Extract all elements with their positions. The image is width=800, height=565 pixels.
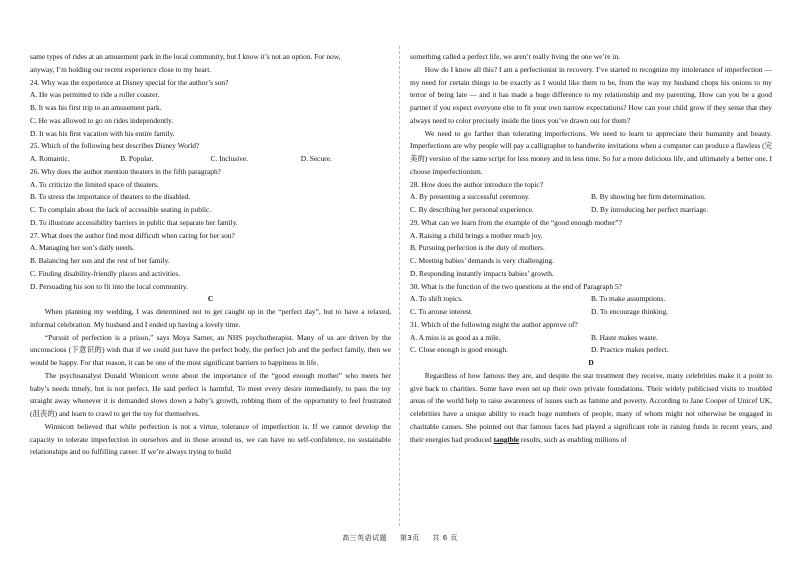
right-column — [410, 51, 772, 446]
answer-option: B. To stress the importance of theaters to the disabled. — [30, 192, 191, 202]
answer-option: A. A miss is as good as a mile. — [410, 332, 501, 342]
answer-option: A. To shift topics. — [410, 294, 463, 304]
question-25 — [30, 140, 391, 166]
answer-option: B. It was his first trip to an amusement park. — [30, 103, 162, 112]
passage-paragraph: “Pursuit of perfection is a prison,” says Moya Sarner, an NHS psychotherapist. Many of us are driven by the unconscious (下意识的) wish that if we could just have the perfect body, the perfect job and the perfect family, then we would be happy. For that reason, it can be one of the most significant barriers to happiness in life. — [30, 332, 391, 367]
intro-line: same types of rides at an amusement park in the local community, but I know it’s not an option. For now, — [30, 52, 341, 61]
answer-option: D. By introducing her perfect marriage. — [591, 205, 709, 214]
question-stem: 27. What does the author find most difficult when caring for her son? — [30, 230, 235, 240]
option-row — [410, 191, 772, 204]
answer-option: D. Persuading his son to fit into the local community. — [30, 281, 188, 291]
option-row — [410, 204, 772, 217]
passage-paragraph: We need to go farther than tolerating imperfections. We need to learn to appreciate their humanity and beauty. Imperfections are why people will pay a calligrapher to handwrite invitations when a computer can produce a flawless (完美的) version of the same script for less money and in less time. So for a more delicious life, and ultimately a better one, I choose imperfectionism. — [410, 128, 772, 176]
footer-title: 高三英语试题 — [342, 534, 388, 542]
question-stem: 31. Which of the following might the author approve of? — [410, 319, 578, 329]
question-24 — [30, 77, 391, 141]
section-heading-d: D — [588, 358, 594, 367]
answer-option: A. To criticize the limited space of theaters. — [30, 179, 159, 189]
answer-option: B. Pursuing perfection is the duty of mothers. — [410, 243, 545, 253]
column-divider — [399, 46, 400, 526]
passage-text: results, such as enabling millions of — [519, 434, 627, 444]
answer-option: D. Responding instantly impacts babies’ growth. — [410, 268, 554, 278]
answer-option: C. To complain about the lack of accessible seating in public. — [30, 205, 212, 214]
answer-option: D. To illustrate accessibility barriers in public that separate her family. — [30, 217, 238, 227]
option-row — [410, 344, 772, 357]
answer-option: C. Inclusive. — [210, 154, 249, 163]
answer-option: C. Close enough is good enough. — [410, 345, 508, 355]
answer-option: A. Raising a child brings a mother much joy. — [410, 230, 543, 240]
question-stem: 26. Why does the author mention theaters in the fifth paragraph? — [30, 166, 221, 176]
answer-option: C. He was allowed to go on rides independently. — [30, 115, 174, 125]
passage-paragraph: How do I know all this? I am a perfectionist in recovery. I’ve started to recognize my intolerance of imperfection — my need for certain things to be exactly as I would like them to be, from the way my husband chops his onions to my terror of being late — and it has made a huge difference to my relationship and my parenting. How can you be a good partner if you expect everyone else to fit your own narrow expectations? How can your child grow if they sense that they always need to color precisely inside the lines you’ve drawn out for them? — [410, 64, 772, 125]
section-heading-c: C — [207, 294, 214, 304]
page-footer — [0, 533, 800, 543]
question-28 — [410, 179, 772, 217]
passage-continuation: something called a perfect life, we aren’t really living the one we’re in. — [410, 52, 620, 61]
option-row — [410, 332, 772, 345]
answer-option: A. He was permitted to ride a roller coaster. — [30, 90, 160, 100]
answer-option: D. To encourage thinking. — [591, 307, 669, 316]
answer-option: D. Secure. — [300, 154, 332, 163]
answer-option: C. Meeting babies’ demands is very challenging. — [410, 256, 554, 265]
option-row — [30, 153, 391, 166]
answer-option: A. By presenting a successful ceremony. — [410, 192, 530, 202]
option-row — [410, 306, 772, 319]
answer-option: B. Popular. — [120, 154, 154, 163]
answer-option: D. It was his first vacation with his entire family. — [30, 128, 175, 138]
footer-page-number: 第3页 — [399, 534, 420, 542]
answer-option: B. By showing her firm determination. — [591, 192, 706, 202]
question-29 — [410, 217, 772, 281]
question-stem: 30. What is the function of the two questions at the end of Paragraph 5? — [410, 281, 622, 291]
answer-option: C. To arouse interest. — [410, 307, 473, 316]
passage-paragraph: Winnicott believed that while perfection is not a virtue, tolerance of imperfection is. If we cannot develop the capacity to tolerate imperfection in ourselves and in those around us, we can have no self-confidence, no sustainable relationships and no fulfilling career. If we’re always trying to build — [30, 421, 391, 457]
question-27 — [30, 230, 391, 294]
footer-total-pages: 共 6 页 — [432, 534, 458, 542]
passage-paragraph — [410, 370, 772, 447]
question-stem: 29. What can we learn from the example of the “good enough mother”? — [410, 217, 622, 227]
intro-line: anyway, I’m holding our recent experience close to my heart. — [30, 64, 212, 74]
underlined-keyword: tangible — [493, 434, 520, 444]
question-stem: 24. Why was the experience at Disney special for the author’s son? — [30, 77, 229, 87]
answer-option: B. Balancing her son and the rest of her family. — [30, 256, 170, 265]
answer-option: A. Managing her son’s daily needs. — [30, 243, 135, 253]
passage-text: Regardless of how famous they are, and despite the star treatment they receive, many celebrities make it a point to give back to charities. Some have even set up their own private foundations. Their widely publicised visits to troubled areas of the world help to raise awareness of issues such as famine and poverty. According to Jane Cooper of Unicef UK, celebrities have a unique ability to reach huge numbers of people, many of whom might not otherwise be engaged in charitable causes. She pointed out that famous faces had played a significant role in raising funds in recent years, and their energies had produced — [410, 370, 772, 444]
answer-option: D. Practice makes perfect. — [591, 345, 669, 355]
passage-paragraph: The psychoanalyst Donald Winnicott wrote about the importance of the “good enough mother” who meets her baby’s needs timely, but is not perfect. He said perfect is harmful. To meet every desire immediately, to pass the toy straight away whenever it is demanded slows down a baby’s growth, robbing them of the opportunity to feel frustrated (沮丧的) and learn to crawl to get the toy for themselves. — [30, 370, 391, 418]
passage-paragraph: When planning my wedding, I was determined not to get caught up in the “perfect day”, but to have a relaxed, informal celebration. My husband and I ended up having a lovely time. — [30, 307, 391, 329]
option-row — [410, 293, 772, 306]
question-26 — [30, 166, 391, 230]
left-column — [30, 51, 391, 459]
answer-option: C. Finding disability-friendly places and activities. — [30, 268, 181, 278]
question-stem: 28. How does the author introduce the topic? — [410, 179, 543, 189]
answer-option: C. By describing her personal experience. — [410, 205, 534, 214]
question-stem: 25. Which of the following best describes Disney World? — [30, 141, 200, 151]
question-30 — [410, 281, 772, 319]
answer-option: A. Romantic. — [30, 154, 70, 163]
answer-option: B. Haste makes waste. — [591, 332, 658, 342]
question-31 — [410, 319, 772, 357]
answer-option: B. To make assumptions. — [591, 294, 666, 304]
